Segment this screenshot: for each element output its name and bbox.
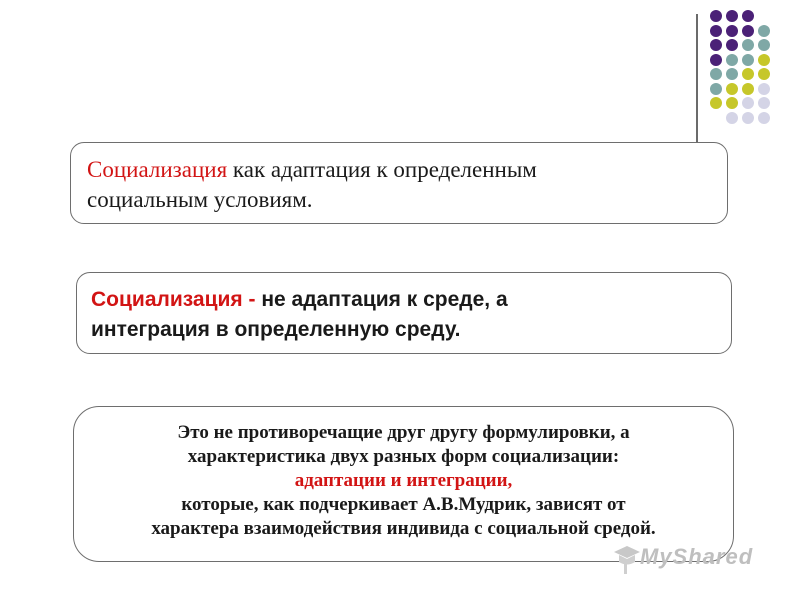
decorative-dot-grid [710, 10, 790, 130]
statement-text-integration: Социализация - не адаптация к среде, а интеграция в определенную среду. [91, 288, 508, 341]
summary-box [73, 406, 734, 562]
decorative-dot [710, 10, 722, 22]
decorative-dot [742, 83, 754, 95]
keyword-socialization: Социализация - [91, 288, 262, 311]
decorative-dot [758, 83, 770, 95]
decorative-dot [742, 68, 754, 80]
decorative-dot [742, 54, 754, 66]
decorative-dot [710, 39, 722, 51]
decorative-dot [742, 10, 754, 22]
decorative-dot [710, 25, 722, 37]
decorative-dot [742, 25, 754, 37]
decorative-dot [726, 10, 738, 22]
summary-highlight: адаптации и интеграции, [294, 470, 513, 491]
decorative-dot [758, 54, 770, 66]
decorative-dot [726, 97, 738, 109]
decorative-vertical-line [696, 14, 698, 142]
decorative-dot [758, 112, 770, 124]
keyword-socialization: Социализация [87, 157, 228, 182]
summary-text: Это не противоречащие друг другу формулировки, а характеристика двух разных форм социализации: адаптации и интеграции, которые, как подчеркивает А.В.Мудрик, зависят от характера взаимодействия индивида с социальной средой. [84, 421, 723, 541]
decorative-dot [710, 97, 722, 109]
decorative-dot [742, 112, 754, 124]
decorative-dot [758, 25, 770, 37]
decorative-dot [710, 68, 722, 80]
statement-text-adaptation: Социализация как адаптация к определенным социальным условиям. [87, 157, 537, 212]
decorative-dot [758, 68, 770, 80]
decorative-dot [726, 112, 738, 124]
decorative-dot [742, 39, 754, 51]
decorative-dot [710, 83, 722, 95]
decorative-dot [710, 54, 722, 66]
graduation-cap-icon [612, 542, 642, 576]
watermark [612, 540, 772, 578]
decorative-dot [742, 97, 754, 109]
statement-box-adaptation [70, 142, 728, 224]
decorative-dot [726, 39, 738, 51]
watermark-text: MyShared [640, 544, 754, 569]
decorative-dot [758, 39, 770, 51]
decorative-dot [726, 83, 738, 95]
decorative-dot [726, 54, 738, 66]
decorative-dot [726, 25, 738, 37]
statement-box-integration [76, 272, 732, 354]
decorative-dot [726, 68, 738, 80]
decorative-dot [758, 97, 770, 109]
